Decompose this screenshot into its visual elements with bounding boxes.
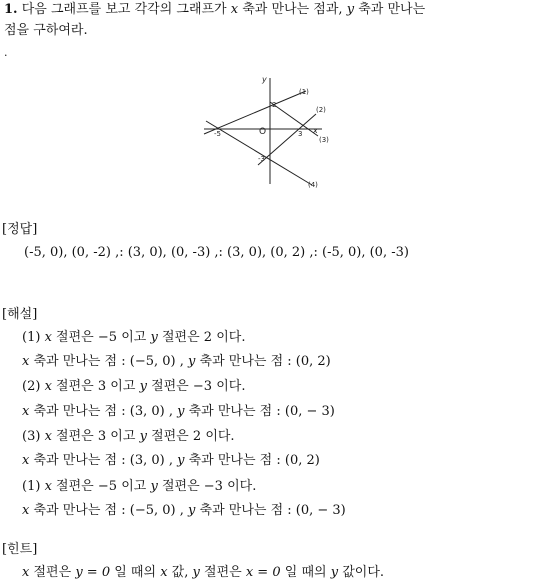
hint-word-4: 절편은: [204, 565, 242, 580]
hint-word-2: 일 때의: [114, 565, 157, 580]
word-x-axis-point: 축과 만나는 점 :: [33, 503, 126, 518]
hint-equation-2: x = 0: [245, 565, 281, 580]
word-x-axis-point: 축과 만나는 점 :: [33, 453, 126, 468]
word-y-axis-point: 축과 만나는 점 :: [188, 453, 281, 468]
problem-x-var: x: [230, 2, 239, 17]
explanation-points-3: [22, 452, 320, 470]
y-axis-point: (0, − 3): [284, 404, 335, 419]
word-is: 이다.: [216, 379, 246, 394]
hint-word-6: 값이다.: [342, 565, 385, 580]
x-var: x: [44, 379, 52, 394]
problem-text-1: 다음 그래프를 보고 각각의 그래프가: [21, 2, 227, 17]
word-x-intercept: 절편은: [56, 429, 94, 444]
answer-values: (-5, 0), (0, -2) ,: (3, 0), (0, -3) ,: (3, 0), (0, 2) ,: (-5, 0), (0, -3): [24, 245, 409, 260]
problem-text-2: 축과 만나는 점과,: [242, 2, 343, 17]
explanation-header-text: [해설]: [2, 307, 38, 322]
explanation-points-4: [22, 502, 346, 520]
x-axis-point: (3, 0): [129, 453, 165, 468]
word-y-intercept: 절편은: [161, 330, 200, 345]
y-axis-point: (0, − 3): [295, 503, 346, 518]
y-var: y: [177, 404, 185, 419]
hint-text: [22, 564, 384, 582]
y-intercept-value: 2: [192, 429, 202, 444]
explanation-intercepts-3: [22, 428, 235, 446]
problem-number: 1.: [4, 2, 18, 17]
x-axis-point: (3, 0): [129, 404, 165, 419]
line-label-3: (3): [319, 136, 329, 144]
word-y-axis-point: 축과 만나는 점 :: [199, 503, 292, 518]
x-intercept-value: 3: [97, 429, 107, 444]
x-axis-point: (−5, 0): [129, 354, 176, 369]
y-intercept-value: 2: [203, 330, 213, 345]
word-y-intercept: 절편은: [161, 479, 200, 494]
x-var: x: [22, 503, 30, 518]
x-var: x: [22, 404, 30, 419]
answer-text: [24, 244, 409, 262]
graph-figure: [200, 72, 340, 192]
word-is: 이다.: [205, 429, 235, 444]
answer-header: [2, 221, 37, 239]
y-intercept-value: −3: [192, 379, 213, 394]
y-intercept-value: −3: [203, 479, 223, 494]
y-var: y: [150, 479, 158, 494]
x-intercept-value: 3: [97, 379, 107, 394]
y-var: y: [188, 503, 196, 518]
x-var: x: [44, 330, 52, 345]
x-var: x: [44, 479, 52, 494]
hint-header: [2, 541, 37, 559]
point-label-3: 3: [298, 130, 303, 138]
point-label-neg5: -5: [214, 130, 221, 138]
problem-dot-text: .: [4, 46, 8, 59]
x-var: x: [160, 565, 168, 580]
hint-word-3: 값,: [171, 565, 189, 580]
line-label-4: (4): [308, 181, 318, 189]
y-var: y: [188, 354, 196, 369]
problem-line-2: [4, 22, 88, 40]
comma: ,: [179, 354, 184, 369]
y-var: y: [177, 453, 185, 468]
explanation-intercepts-1: [22, 329, 245, 347]
problem-y-var: y: [346, 2, 355, 17]
comma: ,: [168, 453, 173, 468]
word-and: 이고: [121, 479, 147, 494]
word-is: 이다.: [216, 330, 246, 345]
x-var: x: [22, 354, 30, 369]
problem-text-line2: 점을 구하여라.: [4, 23, 88, 38]
y-axis-point: (0, 2): [284, 453, 320, 468]
x-var: x: [22, 453, 30, 468]
axis-y-label: y: [262, 75, 267, 84]
word-x-intercept: 절편은: [56, 479, 94, 494]
x-var: x: [22, 565, 30, 580]
comma: ,: [168, 404, 173, 419]
item-number: (2): [22, 379, 41, 394]
point-label-2: 2: [272, 101, 277, 109]
word-x-intercept: 절편은: [56, 379, 94, 394]
explanation-header: [2, 306, 37, 324]
word-is: 이다.: [227, 479, 257, 494]
answer-header-text: [정답]: [2, 222, 38, 237]
word-y-intercept: 절편은: [151, 379, 189, 394]
line-label-2: (2): [316, 106, 326, 114]
y-var: y: [330, 565, 339, 580]
word-and: 이고: [121, 330, 147, 345]
explanation-intercepts-2: [22, 378, 245, 396]
y-var: y: [139, 379, 147, 394]
graph-line-1: [204, 91, 306, 134]
hint-word-5: 일 때의: [284, 565, 327, 580]
hint-header-text: [힌트]: [2, 542, 38, 557]
item-number: (1): [22, 330, 41, 345]
problem-line-1: [4, 1, 425, 19]
y-axis-point: (0, 2): [295, 354, 331, 369]
problem-text-3: 축과 만나는: [358, 2, 426, 17]
explanation-intercepts-4: [22, 478, 256, 496]
word-x-axis-point: 축과 만나는 점 :: [33, 354, 126, 369]
word-and: 이고: [110, 429, 136, 444]
point-label-neg3: -3: [258, 155, 265, 163]
hint-equation-1: y = 0: [75, 565, 111, 580]
word-y-axis-point: 축과 만나는 점 :: [188, 404, 281, 419]
comma: ,: [179, 503, 184, 518]
x-intercept-value: −5: [97, 479, 118, 494]
word-and: 이고: [110, 379, 136, 394]
word-y-intercept: 절편은: [151, 429, 189, 444]
y-var: y: [150, 330, 158, 345]
word-y-axis-point: 축과 만나는 점 :: [199, 354, 292, 369]
hint-word-1: 절편은: [33, 565, 72, 580]
origin-label: O: [259, 127, 267, 137]
x-intercept-value: −5: [97, 330, 118, 345]
item-number: (3): [22, 429, 41, 444]
line-label-1: (1): [299, 88, 309, 96]
word-x-intercept: 절편은: [56, 330, 94, 345]
x-var: x: [44, 429, 52, 444]
axis-x-label: x: [313, 126, 318, 135]
y-var: y: [139, 429, 147, 444]
problem-dot: [4, 44, 8, 62]
word-x-axis-point: 축과 만나는 점 :: [33, 404, 126, 419]
y-var: y: [192, 565, 200, 580]
explanation-points-1: [22, 353, 331, 371]
x-axis-point: (−5, 0): [129, 503, 176, 518]
explanation-points-2: [22, 403, 335, 421]
item-number: (1): [22, 479, 41, 494]
